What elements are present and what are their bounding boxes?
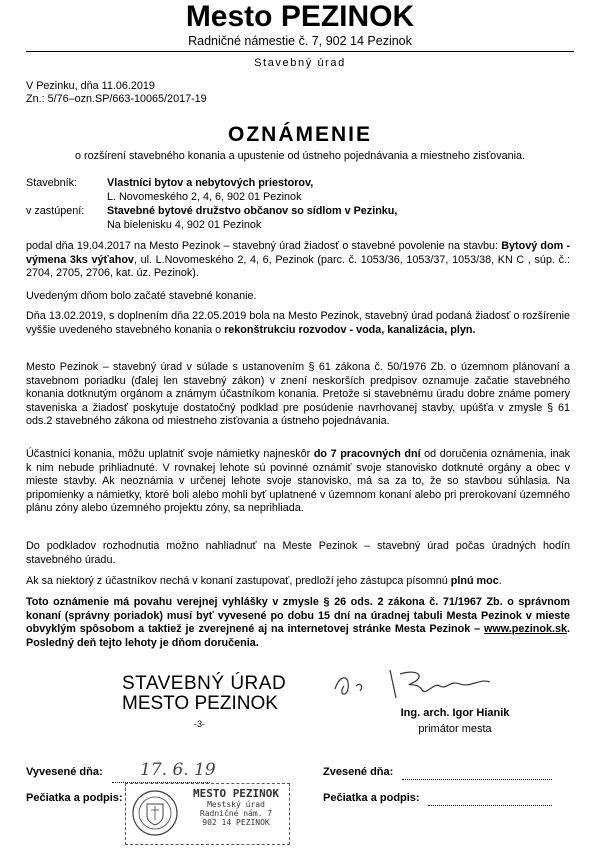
paragraph-inspection: Do podkladov rozhodnutia možno nahliadnuť na Meste Pezinok – stavebný úrad počas úradných hodín stavebného úradu. — [26, 540, 570, 566]
p7-text: Ak sa niektorý z účastníkov nechá v konaní zastupovať, predloží jeho zástupca písomnú — [26, 575, 451, 587]
p5-text: Účastníci konania, môžu uplatniť svoje námietky najneskôr — [26, 448, 314, 460]
paragraph-objections — [26, 448, 570, 516]
paragraph-extension — [26, 310, 570, 337]
office-stamp — [122, 674, 322, 734]
representative-address: Na bielenisku 4, 902 01 Pezinok — [107, 219, 262, 231]
round-stamp-line1: MESTO PEZINOK — [192, 787, 280, 800]
posted-date-handwritten: 17. 6. 19 — [140, 760, 216, 780]
paragraph-notice: Mesto Pezinok – stavebný úrad v súlade s ustanovením § 61 zákona č. 50/1976 Zb. o územnom plánovaní a stavebnom poriadku (ďalej len stavebný zákon) v znení neskorších predpisov oznamuje začatie stavebného konania dotknutým orgánom a známym účastníkom konania. Pretože si stavebnému úradu dobre známe pomery staveniska a žiadosť poskytuje dostatočný podklad pre posúdenie navrhovanej stavby, upúšťa v zmysle § 61 ods.2 stavebného zákona od miestneho zisťovania a ústneho pojednávania. — [26, 361, 570, 428]
removed-dotted-line — [402, 779, 552, 780]
p5-text-cont: od doručenia oznámenia, inak k nim nebude prihliadnuté. V rovnakej lehote sú povinné oznámiť svoje stanovisko dotknuté orgány a obec v mieste stavby. Ak neoznámia v určenej lehote svoje stanovisko, má sa za to, že so stavbou súhlasia. Na pripomienky a námietky, ktoré boli alebo mohli byť uplatnené v územnom konaní alebo pri prerokovaní územného plánu zóny alebo územného projektu zóny, sa neprihliada. — [26, 448, 570, 515]
round-stamp — [125, 783, 290, 845]
p1-building: Bytový dom - výmena 3ks výťahov — [26, 240, 571, 266]
paragraph-started: Uvedeným dňom bolo začaté stavebné konanie. — [26, 290, 257, 302]
round-stamp-line4: 902 14 PEZINOK — [202, 818, 270, 827]
reference-number: Zn.: 5/76–ozn.SP/663-10065/2017-19 — [26, 93, 207, 105]
city-title: Mesto PEZINOK — [185, 0, 415, 33]
p3-scope: rekonštrukciu rozvodov - voda, kanalizácia, plyn. — [224, 323, 476, 336]
signatory-name: Ing. arch. Igor Hianik — [400, 707, 510, 719]
p7-end: . — [498, 575, 502, 587]
signature-scribble — [330, 664, 530, 704]
p1-text-cont: , ul. L.Novomeského 2, 4, 6, Pezinok (parc. č. 1053/36, 1053/37, 1053/38, KN C , súp. č.: 2704, 2705, 2706, kat. úz. Pezinok). — [26, 253, 571, 280]
round-stamp-line3: Radničné nám. 7 — [199, 809, 273, 818]
signatory-role: primátor mesta — [418, 723, 492, 735]
website-link[interactable]: www.pezinok.sk — [484, 623, 567, 636]
office-stamp-line2: MESTO PEZINOK — [122, 693, 278, 714]
office-name: Stavebný úrad — [254, 57, 346, 69]
builder-name: Vlastníci bytov a nebytových priestorov, — [107, 177, 314, 189]
header-divider — [26, 51, 574, 52]
p8-text-cont: . Posledný deň tejto lehoty je dňom doručenia. — [26, 623, 570, 649]
removed-label: Zvesené dňa: — [323, 766, 394, 778]
stamp-right-dotted-line — [428, 805, 552, 806]
representative-name: Stavebné bytové družstvo občanov so sídlom v Pezinku, — [107, 205, 398, 217]
city-address: Radničné námestie č. 7, 902 14 Pezinok — [188, 34, 412, 48]
builder-label: Stavebník: — [26, 177, 78, 189]
paragraph-public-notice — [26, 596, 570, 650]
p8-text: Toto oznámenie má povahu verejnej vyhlášky v zmysle § 26 ods. 2 zákona č. 71/1967 Zb. o správnom konaní (správny poriadok) musí byť vyvesené po dobu 15 dní na úradnej tabuli Mesta Pezinok v mieste obvyklým spôsobom a taktiež je zverejnené aj na internetovej stránke Mesta Pezinok – — [26, 596, 570, 636]
paragraph-application — [26, 240, 570, 281]
round-stamp-line2: Mestský úrad — [207, 800, 265, 809]
coat-of-arms-icon — [130, 788, 180, 838]
place-date: V Pezinku, dňa 11.06.2019 — [26, 80, 155, 92]
representative-label: v zastúpení: — [26, 205, 85, 217]
stamp-signature-label-left: Pečiatka a podpis: — [26, 792, 123, 804]
p7-power: plnú moc — [450, 575, 499, 587]
p3-text: Dňa 13.02.2019, s doplnením dňa 22.05.2019 bola na Mesto Pezinok, stavebný úrad podaná žiadosť o rozšírenie vyššie uvedeného stavebného konania o — [26, 310, 570, 336]
builder-address: L. Novomeského 2, 4, 6, 902 01 Pezinok — [107, 191, 302, 203]
p1-text: podal dňa 19.04.2017 na Mesto Pezinok – stavebný úrad žiadosť o stavebné povolenie na stavbu: — [26, 240, 502, 252]
office-stamp-line1: STAVEBNÝ ÚRAD — [122, 673, 287, 694]
paragraph-representation — [26, 575, 570, 589]
posted-label: Vyvesené dňa: — [26, 766, 103, 778]
p5-deadline: do 7 pracovných dní — [313, 448, 421, 460]
stamp-signature-label-right: Pečiatka a podpis: — [323, 792, 420, 804]
document-heading: OZNÁMENIE — [228, 123, 372, 146]
office-stamp-number: -3- — [194, 719, 205, 729]
document-subheading: o rozšírení stavebného konania a upustenie od ústneho pojednávania a miestneho zisťovania. — [74, 150, 526, 162]
